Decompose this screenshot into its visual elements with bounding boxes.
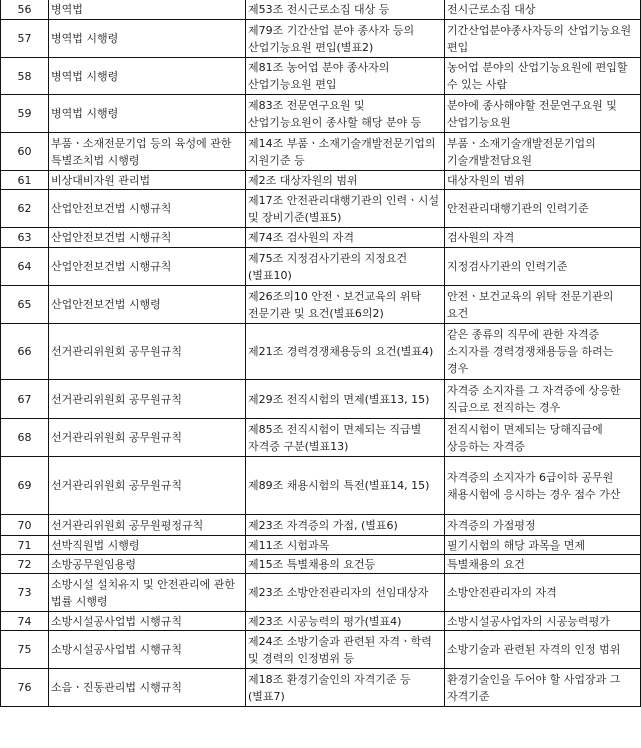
row-number: 60 <box>1 133 49 171</box>
table-row <box>1 324 641 380</box>
row-number: 75 <box>1 631 49 669</box>
table-row <box>1 0 641 20</box>
table-row <box>1 286 641 324</box>
table-row <box>1 536 641 555</box>
content-text: 자격증의 가점평정 <box>445 515 641 536</box>
content-text: 같은 종류의 직무에 관한 자격증 소지자를 경력경쟁채용등을 하려는 경우 <box>445 324 641 380</box>
content-text: 전직시험이 면제되는 당해직급에 상응하는 자격증 <box>445 419 641 457</box>
table-row <box>1 95 641 133</box>
row-number: 62 <box>1 190 49 228</box>
article-text: 제81조 농어업 분야 종사자의 산업기능요원 편입 <box>246 58 445 95</box>
content-text: 기간산업분야종사자등의 산업기능요원 편입 <box>445 20 641 58</box>
table-row <box>1 248 641 286</box>
content-text: 자격증 소지자를 그 자격증에 상응한 직급으로 전직하는 경우 <box>445 380 641 419</box>
content-text: 환경기술인을 두어야 할 사업장과 그 자격기준 <box>445 669 641 707</box>
law-name: 선박직원법 시행령 <box>49 536 246 555</box>
table-row <box>1 669 641 707</box>
row-number: 63 <box>1 228 49 248</box>
content-text: 소방시설공사업자의 시공능력평가 <box>445 612 641 631</box>
article-text: 제79조 기간산업 분야 종사자 등의 산업기능요원 편입(별표2) <box>246 20 445 58</box>
content-text: 안전ㆍ보건교육의 위탁 전문기관의 요건 <box>445 286 641 324</box>
article-text: 제74조 검사원의 자격 <box>246 228 445 248</box>
law-name: 선거관리위원회 공무원규칙 <box>49 324 246 380</box>
article-text: 제29조 전직시험의 면제(별표13, 15) <box>246 380 445 419</box>
article-text: 제17조 안전관리대행기관의 인력ㆍ시설 및 장비기준(별표5) <box>246 190 445 228</box>
article-text: 제89조 채용시험의 특전(별표14, 15) <box>246 457 445 515</box>
law-name: 소방시설공사업법 시행규칙 <box>49 631 246 669</box>
table-body <box>1 0 641 707</box>
row-number: 70 <box>1 515 49 536</box>
article-text: 제26조의10 안전ㆍ보건교육의 위탁 전문기관 및 요건(별표6의2) <box>246 286 445 324</box>
article-text: 제23조 시공능력의 평가(별표4) <box>246 612 445 631</box>
row-number: 69 <box>1 457 49 515</box>
table-row <box>1 631 641 669</box>
law-name: 선거관리위원회 공무원규칙 <box>49 457 246 515</box>
row-number: 59 <box>1 95 49 133</box>
table-row <box>1 419 641 457</box>
table-row <box>1 20 641 58</box>
article-text: 제23조 소방안전관리자의 선임대상자 <box>246 574 445 612</box>
article-text: 제11조 시험과목 <box>246 536 445 555</box>
table-row <box>1 171 641 190</box>
law-name: 선거관리위원회 공무원평정규칙 <box>49 515 246 536</box>
content-text: 안전관리대행기관의 인력기준 <box>445 190 641 228</box>
table-row <box>1 574 641 612</box>
table-row <box>1 612 641 631</box>
row-number: 64 <box>1 248 49 286</box>
row-number: 61 <box>1 171 49 190</box>
law-name: 병역법 <box>49 0 246 20</box>
content-text: 특별채용의 요건 <box>445 555 641 574</box>
article-text: 제85조 전직시험이 면제되는 직급별 자격증 구분(별표13) <box>246 419 445 457</box>
article-text: 제53조 전시근로소집 대상 등 <box>246 0 445 20</box>
content-text: 분야에 종사해야할 전문연구요원 및 산업기능요원 <box>445 95 641 133</box>
article-text: 제83조 전문연구요원 및 산업기능요원이 종사할 해당 분야 등 <box>246 95 445 133</box>
content-text: 대상자원의 범위 <box>445 171 641 190</box>
law-name: 소방시설 설치유지 및 안전관리에 관한 법률 시행령 <box>49 574 246 612</box>
row-number: 73 <box>1 574 49 612</box>
article-text: 제2조 대상자원의 범위 <box>246 171 445 190</box>
law-name: 산업안전보건법 시행규칙 <box>49 190 246 228</box>
content-text: 소방안전관리자의 자격 <box>445 574 641 612</box>
row-number: 57 <box>1 20 49 58</box>
article-text: 제75조 지정검사기관의 지정요건(별표10) <box>246 248 445 286</box>
article-text: 제23조 자격증의 가점, (별표6) <box>246 515 445 536</box>
law-name: 병역법 시행령 <box>49 58 246 95</box>
article-text: 제14조 부품ㆍ소재기술개발전문기업의 지원기준 등 <box>246 133 445 171</box>
table-row <box>1 555 641 574</box>
row-number: 76 <box>1 669 49 707</box>
article-text: 제24조 소방기술과 관련된 자격ㆍ학력 및 경력의 인정범위 등 <box>246 631 445 669</box>
row-number: 71 <box>1 536 49 555</box>
table-row <box>1 58 641 95</box>
table-row <box>1 380 641 419</box>
row-number: 68 <box>1 419 49 457</box>
table-row <box>1 133 641 171</box>
row-number: 58 <box>1 58 49 95</box>
table-row <box>1 190 641 228</box>
law-name: 부품ㆍ소재전문기업 등의 육성에 관한 특별조치법 시행령 <box>49 133 246 171</box>
article-text: 제18조 환경기술인의 자격기준 등(별표7) <box>246 669 445 707</box>
row-number: 66 <box>1 324 49 380</box>
content-text: 자격증의 소지자가 6급이하 공무원 채용시험에 응시하는 경우 점수 가산 <box>445 457 641 515</box>
content-text: 지정검사기관의 인력기준 <box>445 248 641 286</box>
law-name: 비상대비자원 관리법 <box>49 171 246 190</box>
law-name: 병역법 시행령 <box>49 95 246 133</box>
article-text: 제15조 특별채용의 요건등 <box>246 555 445 574</box>
row-number: 65 <box>1 286 49 324</box>
content-text: 검사원의 자격 <box>445 228 641 248</box>
law-name: 산업안전보건법 시행규칙 <box>49 228 246 248</box>
row-number: 72 <box>1 555 49 574</box>
law-name: 병역법 시행령 <box>49 20 246 58</box>
row-number: 56 <box>1 0 49 20</box>
law-name: 선거관리위원회 공무원규칙 <box>49 380 246 419</box>
content-text: 전시근로소집 대상 <box>445 0 641 20</box>
law-name: 선거관리위원회 공무원규칙 <box>49 419 246 457</box>
content-text: 소방기술과 관련된 자격의 인정 범위 <box>445 631 641 669</box>
law-name: 산업안전보건법 시행령 <box>49 286 246 324</box>
law-name: 산업안전보건법 시행규칙 <box>49 248 246 286</box>
law-name: 소방시설공사업법 시행규칙 <box>49 612 246 631</box>
law-name: 소음ㆍ진동관리법 시행규칙 <box>49 669 246 707</box>
content-text: 필기시험의 해당 과목을 면제 <box>445 536 641 555</box>
row-number: 74 <box>1 612 49 631</box>
table-row <box>1 515 641 536</box>
article-text: 제21조 경력경쟁채용등의 요건(별표4) <box>246 324 445 380</box>
row-number: 67 <box>1 380 49 419</box>
table-row <box>1 457 641 515</box>
content-text: 농어업 분야의 산업기능요원에 편입할 수 있는 사람 <box>445 58 641 95</box>
law-name: 소방공무원임용령 <box>49 555 246 574</box>
content-text: 부품ㆍ소재기술개발전문기업의 기술개발전담요원 <box>445 133 641 171</box>
table-row <box>1 228 641 248</box>
